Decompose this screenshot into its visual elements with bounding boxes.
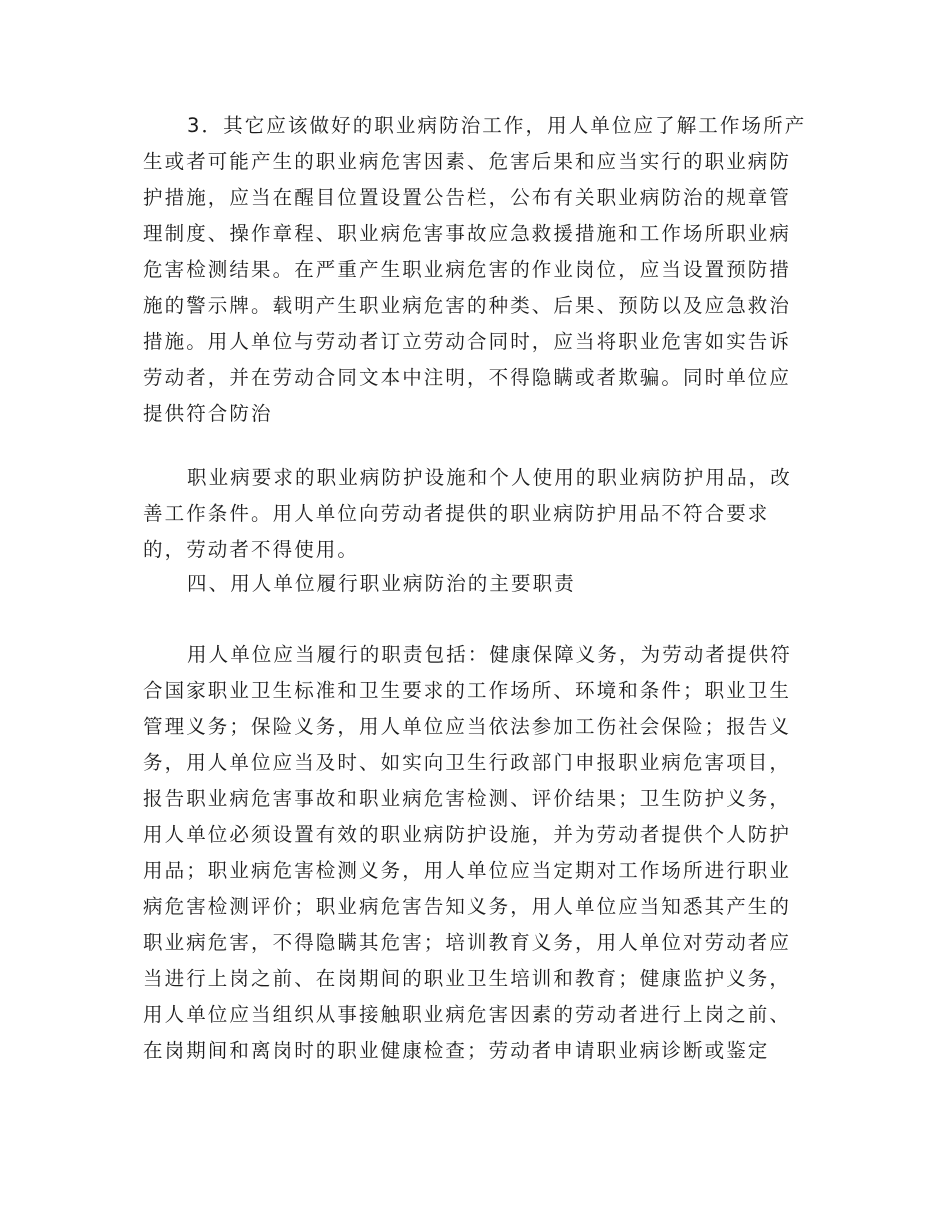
text-line: 提供符合防治 xyxy=(143,402,273,425)
text-line: 用品；职业病危害检测义务，用人单位应当定期对工作场所进行职业 xyxy=(143,859,792,882)
paragraph-employer-duties xyxy=(143,637,823,1069)
text-line: 3．其它应该做好的职业病防治工作，用人单位应了解工作场所产 xyxy=(187,114,807,137)
text-line: 善工作条件。用人单位向劳动者提供的职业病防护用品不符合要求 xyxy=(143,502,770,525)
paragraph-occupational-disease-prevention-work xyxy=(143,108,823,432)
section-heading-text: 四、用人单位履行职业病防治的主要职责 xyxy=(187,572,576,595)
text-line: 病危害检测评价；职业病危害告知义务，用人单位应当知悉其产生的 xyxy=(143,895,792,918)
text-line: 劳动者，并在劳动合同文本中注明，不得隐瞒或者欺骗。同时单位应 xyxy=(143,366,792,389)
text-line: 危害检测结果。在严重产生职业病危害的作业岗位，应当设置预防措 xyxy=(143,258,792,281)
text-line: 报告职业病危害事故和职业病危害检测、评价结果；卫生防护义务， xyxy=(143,787,792,810)
text-line: 用人单位必须设置有效的职业病防护设施，并为劳动者提供个人防护 xyxy=(143,823,792,846)
text-line: 职业病要求的职业病防护设施和个人使用的职业病防护用品，改 xyxy=(187,466,792,489)
text-line: 务，用人单位应当及时、如实向卫生行政部门申报职业病危害项目， xyxy=(143,751,792,774)
text-line: 用人单位应当履行的职责包括：健康保障义务，为劳动者提供符 xyxy=(187,643,792,666)
text-line: 在岗期间和离岗时的职业健康检查；劳动者申请职业病诊断或鉴定 xyxy=(143,1039,770,1062)
text-line: 职业病危害，不得隐瞒其危害；培训教育义务，用人单位对劳动者应 xyxy=(143,931,792,954)
section-heading xyxy=(143,566,823,602)
text-line: 当进行上岗之前、在岗期间的职业卫生培训和教育；健康监护义务， xyxy=(143,967,792,990)
text-line: 用人单位应当组织从事接触职业病危害因素的劳动者进行上岗之前、 xyxy=(143,1003,792,1026)
text-line: 管理义务；保险义务，用人单位应当依法参加工伤社会保险；报告义 xyxy=(143,715,792,738)
text-line: 护措施，应当在醒目位置设置公告栏，公布有关职业病防治的规章管 xyxy=(143,186,792,209)
paragraph-protective-equipment xyxy=(143,460,823,568)
text-line: 理制度、操作章程、职业病危害事故应急救援措施和工作场所职业病 xyxy=(143,222,792,245)
text-line: 的，劳动者不得使用。 xyxy=(143,538,360,561)
text-line: 措施。用人单位与劳动者订立劳动合同时，应当将职业危害如实告诉 xyxy=(143,330,792,353)
text-line: 施的警示牌。载明产生职业病危害的种类、后果、预防以及应急救治 xyxy=(143,294,792,317)
text-line: 生或者可能产生的职业病危害因素、危害后果和应当实行的职业病防 xyxy=(143,150,792,173)
text-line: 合国家职业卫生标准和卫生要求的工作场所、环境和条件；职业卫生 xyxy=(143,679,792,702)
